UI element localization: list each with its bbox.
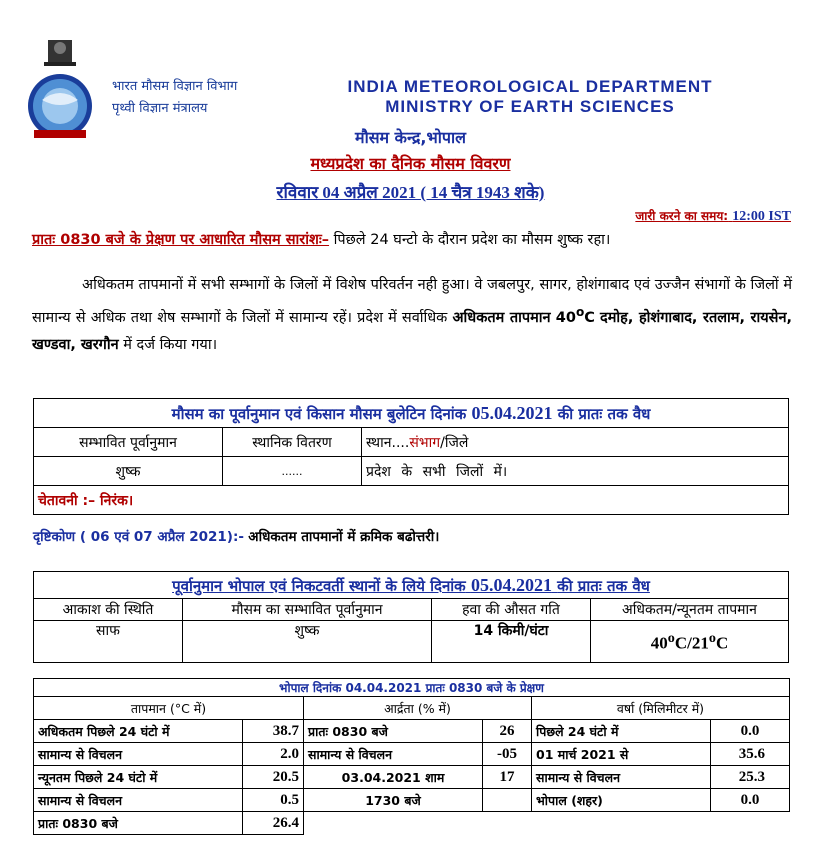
bhopal-v4: 40$^o$C/21$^o$C <box>591 621 789 663</box>
centre-name: मौसम केन्द्र,भोपाल <box>355 128 466 147</box>
bhopal-observation-table <box>33 678 790 835</box>
report-title-text: मध्यप्रदेश का दैनिक मौसम विवरण <box>310 154 511 173</box>
english-dept-line1: INDIA METEOROLOGICAL DEPARTMENT <box>347 77 713 96</box>
summary-paragraph-2: अधिकतम तापमानों में सभी सम्भागों के जिलों में विशेष परिवर्तन नही हुआ। वे जबलपुर, सागर, होशंगाबाद एवं उज्जैन संभागों के जिलों में सामान्य से अधिक तथा शेष सम्भागों के जिलों में सामान्य रहें। प्रदेश में सर्वाधिक अधिकतम तापमान 40$^o$C दमोह, होशंगाबाद, रतलाम, रायसेन, खण्डवा, खरगौन में दर्ज किया गया। <box>32 277 793 353</box>
summary-text2: अधिकतम तापमानों में सभी सम्भागों के जिलों में विशेष परिवर्तन नही हुआ। वे जबलपुर, सागर, होशंगाबाद एवं उज्जैन संभागों के जिलों में सामान्य से अधिक तथा शेष सम्भागों के जिलों में सामान्य रहें। प्रदेश में सर्वाधिक <box>32 277 792 326</box>
english-department-name <box>325 77 735 117</box>
table-row: प्रातः 0830 बजे 26.4 <box>34 812 790 835</box>
forecast-val3: प्रदेश के सभी जिलों में। <box>362 457 789 486</box>
english-dept-line2: MINISTRY OF EARTH SCIENCES <box>385 97 675 116</box>
bhopal-v2: शुष्क <box>183 621 432 663</box>
forecast-table-title: मौसम का पूर्वानुमान एवं किसान मौसम बुलेटिन दिनांक 05.04.2021 की प्रातः तक वैध <box>34 399 789 428</box>
bhopal-v3: 14 किमी/घंटा <box>432 621 591 663</box>
bhopal-v1: साफ <box>34 621 183 663</box>
summary-paragraph-1 <box>32 227 792 254</box>
forecast-table <box>33 398 789 515</box>
table-row: सामान्य से विचलन 0.5 1730 बजे भोपाल (शहर) 0.0 <box>34 789 790 812</box>
forecast-val1: शुष्क <box>34 457 223 486</box>
forecast-col3: स्थान....संभाग/जिले <box>362 428 789 457</box>
warning: चेतावनी :– निरंक। <box>34 486 789 515</box>
obs-h-hum: आर्द्रता (% में) <box>304 697 532 720</box>
issue-time <box>635 207 791 225</box>
summary-text1: पिछले 24 घन्टो के दौरान प्रदेश का मौसम शुष्क रहा। <box>333 232 611 248</box>
obs-title: भोपाल दिनांक 04.04.2021 प्रातः 0830 बजे के प्रेक्षण <box>34 679 790 697</box>
forecast-col1: सम्भावित पूर्वानुमान <box>34 428 223 457</box>
bhopal-forecast-table <box>33 571 789 663</box>
date-line <box>0 180 821 203</box>
issue-time-label: जारी करने का समय: <box>635 209 729 223</box>
date-line-text: रविवार 04 अप्रैल 2021 ( 14 चैत्र 1943 शके) <box>276 183 545 202</box>
table-row: अधिकतम पिछले 24 घंटो में 38.7 प्रातः 0830 बजे 26 पिछले 24 घंटो में 0.0 <box>34 720 790 743</box>
bhopal-h2: मौसम का सम्भावित पूर्वानुमान <box>183 599 432 621</box>
max-temp-label: अधिकतम तापमान <box>452 309 551 326</box>
hindi-dept-line1: भारत मौसम विज्ञान विभाग <box>112 79 238 94</box>
outlook <box>33 527 439 545</box>
hindi-dept-line2: पृथ्वी विज्ञान मंत्रालय <box>112 101 208 116</box>
max-temp-value: 40 <box>555 309 576 326</box>
table-row: सामान्य से विचलन 2.0 सामान्य से विचलन -05 01 मार्च 2021 से 35.6 <box>34 743 790 766</box>
outlook-label: दृष्टिकोण ( 06 एवं 07 अप्रैल 2021):- <box>33 529 244 545</box>
max-temp-places: दमोह, होशंगाबाद, रतलाम, रायसेन, खण्डवा, खरगौन <box>32 309 793 353</box>
issue-time-value: 12:00 IST <box>732 209 791 224</box>
obs-h-temp: तापमान (°C में) <box>34 697 304 720</box>
bhopal-forecast-title: पूर्वानुमान भोपाल एवं निकटवर्ती स्थानों के लिये दिनांक 05.04.2021 की प्रातः तक वैध <box>34 572 789 599</box>
report-title <box>0 152 821 174</box>
summary-text3: में दर्ज किया गया। <box>123 336 218 353</box>
forecast-val2: ...... <box>223 457 362 486</box>
outlook-text: अधिकतम तापमानों में क्रमिक बढोत्तरी। <box>248 529 440 545</box>
summary-label: प्रातः 0830 बजे के प्रेक्षण पर आधारित मौसम सारांशः– <box>32 232 330 248</box>
obs-h-rain: वर्षा (मिलिमीटर में) <box>532 697 790 720</box>
forecast-col2: स्थानिक वितरण <box>223 428 362 457</box>
bhopal-h1: आकाश की स्थिति <box>34 599 183 621</box>
max-temp-unit: C <box>584 309 595 326</box>
bhopal-h4: अधिकतम/न्यूनतम तापमान <box>591 599 789 621</box>
table-row: न्यूनतम पिछले 24 घंटो में 20.5 03.04.2021 शाम 17 सामान्य से विचलन 25.3 <box>34 766 790 789</box>
bhopal-h3: हवा की औसत गति <box>432 599 591 621</box>
hindi-department-name <box>112 76 237 120</box>
